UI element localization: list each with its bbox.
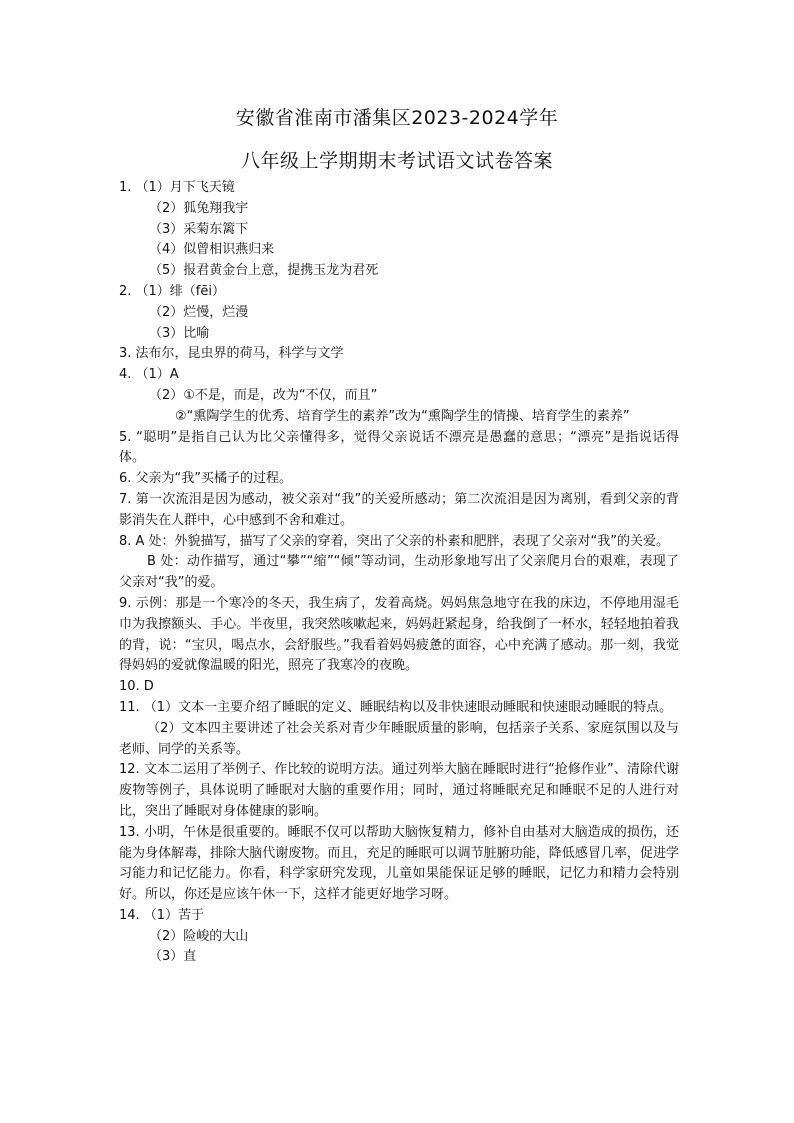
answer-2-part-3: （3）比喻 (149, 325, 210, 341)
answer-12: 12. 文本二运用了举例子、作比较的说明方法。通过列举大脑在睡眠时进行“抢修作业”、清除代谢废物等例子，具体说明了睡眠对大脑的重要作用；同时，通过将睡眠充足和睡眠不足的人进行对比，突出了睡眠对身体健康的影响。 (119, 762, 679, 819)
answer-14-part-2: （2）险峻的大山 (149, 928, 249, 944)
answer-1-part-4: （4）似曾相识燕归来 (149, 242, 275, 258)
answer-3: 3. 法布尔，昆虫界的荷马，科学与文学 (119, 346, 344, 362)
document-title-line1: 安徽省淮南市潘集区2023-2024学年 (235, 107, 559, 129)
answer-13: 13. 小明，午休是很重要的。睡眠不仅可以帮助大脑恢复精力，修补自由基对大脑造成的损伤，还能为身体解毒，排除大脑代谢废物。而且，充足的睡眠可以调节脏腑功能，降低感冒几率，促进学习能力和记忆能力。你看，科学家研究发现，儿童如果能保证足够的睡眠，记忆力和精力会特别好。所以，你还是应该午休一下，这样才能更好地学习呀。 (119, 824, 679, 903)
answer-8-part-b: B 处：动作描写，通过“攀”“缩”“倾”等动词，生动形象地写出了父亲爬月台的艰难，表现了父亲对“我”的爱。 (119, 554, 679, 591)
answer-14-part-1: 14. （1）苦于 (119, 907, 205, 923)
answer-14-part-3: （3）直 (149, 949, 197, 965)
answer-2-part-2: （2）烂慢，烂漫 (149, 304, 249, 320)
answer-10: 10. D (119, 679, 154, 695)
answer-4-part-2: （2）①不是，而是，改为“不仅，而且” (149, 387, 378, 403)
answer-11-part-2: （2）文本四主要讲述了社会关系对青少年睡眠质量的影响，包括亲子关系、家庭氛围以及与老师、同学的关系等。 (119, 720, 679, 757)
answer-9: 9. 示例：那是一个寒冷的冬天，我生病了，发着高烧。妈妈焦急地守在我的床边，不停地用湿毛巾为我擦额头、手心。半夜里，我突然咳嗽起来，妈妈赶紧起身，给我倒了一杯水，轻轻地拍着我的背，说：“宝贝，喝点水，会舒服些。”我看着妈妈疲惫的面容，心中充满了感动。那一刻，我觉得妈妈的爱就像温暖的阳光，照亮了我寒冷的夜晚。 (119, 595, 679, 674)
answer-11-part-1: 11. （1）文本一主要介绍了睡眠的定义、睡眠结构以及非快速眼动睡眠和快速眼动睡眠的特点。 (119, 699, 673, 715)
document-title-line2: 八年级上学期期末考试语文试卷答案 (240, 150, 553, 172)
answer-4-part-3: ②“熏陶学生的优秀、培育学生的素养”改为“熏陶学生的情操、培育学生的素养” (175, 408, 630, 424)
answer-5: 5. “聪明”是指自己认为比父亲懂得多，觉得父亲说话不漂亮是愚蠢的意思；“漂亮”是指说话得体。 (119, 429, 679, 466)
answer-8-part-a: 8. A 处：外貌描写，描写了父亲的穿着，突出了父亲的朴素和肥胖，表现了父亲对“我”的关爱。 (119, 533, 670, 549)
answer-6: 6. 父亲为“我”买橘子的过程。 (119, 471, 293, 487)
answer-7: 7. 第一次流泪是因为感动，被父亲对“我”的关爱所感动；第二次流泪是因为离别，看到父亲的背影消失在人群中，心中感到不舍和难过。 (119, 491, 679, 528)
answer-1-part-5: （5）报君黄金台上意，提携玉龙为君死 (149, 263, 379, 279)
answer-4-part-1: 4. （1）A (119, 367, 179, 383)
answer-2-part-1: 2. （1）绯（fēi） (119, 283, 225, 299)
answer-1-part-1: 1. （1）月下飞天镜 (119, 180, 235, 195)
answer-1-part-3: （3）采菊东篱下 (149, 221, 249, 237)
answer-1-part-2: （2）狐兔翔我宇 (149, 200, 249, 216)
answer-list (119, 178, 679, 968)
